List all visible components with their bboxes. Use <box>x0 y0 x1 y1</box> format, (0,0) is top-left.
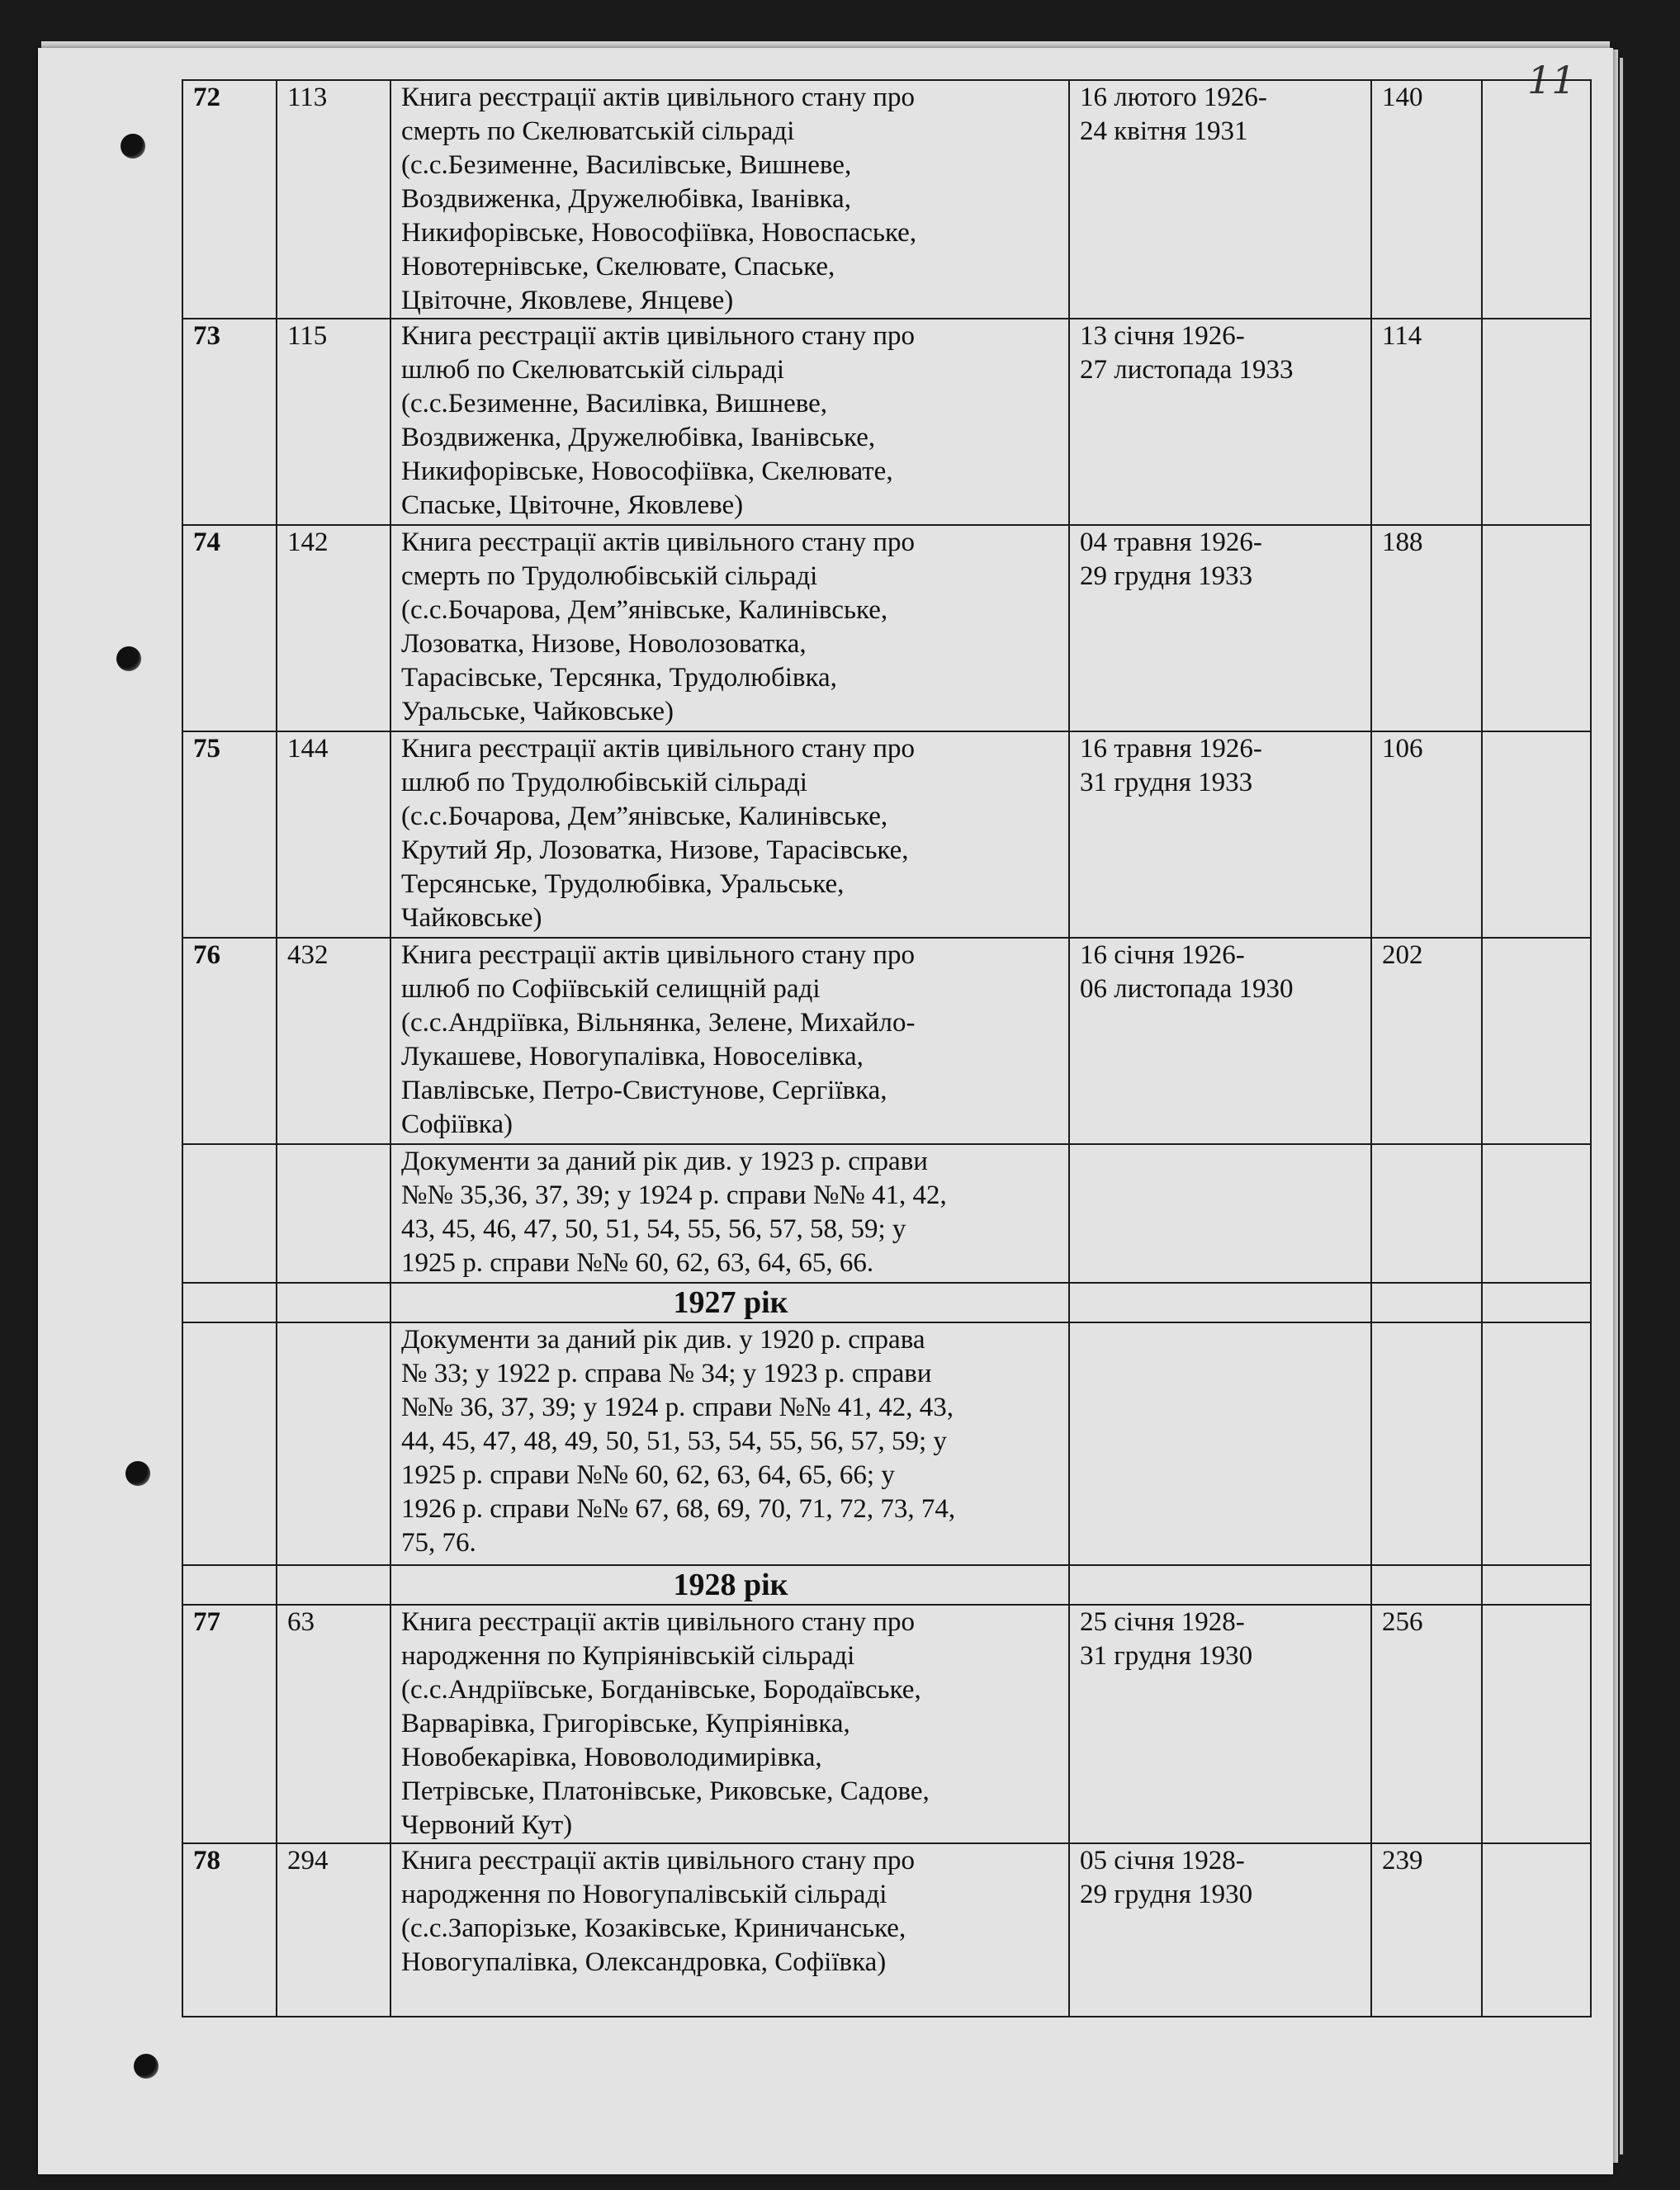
table-row <box>182 319 1591 525</box>
case-title-line: Чайковське) <box>401 903 542 933</box>
case-title <box>390 1843 1069 2017</box>
case-title-line: Книга реєстрації актів цивільного стану про <box>401 734 916 764</box>
case-title-line: Воздвиженка, Дружелюбівка, Іванівка, <box>401 184 851 214</box>
year-heading: 1927 рік <box>390 1283 1069 1322</box>
sheet-count <box>1371 1144 1482 1283</box>
case-dates-line: 04 травня 1926- <box>1080 527 1262 557</box>
sheet-count <box>1371 1322 1482 1565</box>
notes-cell <box>1482 1843 1591 2017</box>
note-row <box>182 1322 1591 1565</box>
case-dates-line: 31 грудня 1930 <box>1080 1641 1253 1671</box>
notes-cell <box>1482 319 1591 525</box>
case-dates-line: 06 листопада 1930 <box>1080 974 1294 1004</box>
case-dates-line: 31 грудня 1933 <box>1080 768 1253 797</box>
case-title-line: шлюб по Скелюватській сільраді <box>401 355 784 385</box>
case-number: 63 <box>277 1605 390 1843</box>
sheet-count: 106 <box>1371 731 1482 938</box>
row-number: 72 <box>182 80 277 319</box>
case-title <box>390 1605 1069 1843</box>
case-title-line: шлюб по Софіївській селищній раді <box>401 974 821 1004</box>
table-row <box>182 525 1591 731</box>
case-dates <box>1069 731 1371 938</box>
case-number: 294 <box>277 1843 390 2017</box>
case-title-line: (с.с.Запорізьке, Козаківське, Криничанське, <box>401 1913 906 1943</box>
row-number <box>182 1322 277 1565</box>
row-number: 74 <box>182 525 277 731</box>
register-body <box>182 80 1591 2017</box>
case-title-line: Никифорівське, Новософіївка, Скелювате, <box>401 456 893 486</box>
case-title-line: (с.с.Безименне, Василівка, Вишневе, <box>401 389 828 419</box>
case-number <box>277 1322 390 1565</box>
sheet-count: 202 <box>1371 938 1482 1144</box>
note-text-line: 1925 р. справи №№ 60, 62, 63, 64, 65, 66. <box>401 1248 874 1278</box>
notes-cell <box>1482 1565 1591 1605</box>
case-dates <box>1069 319 1371 525</box>
note-text-line: 1926 р. справи №№ 67, 68, 69, 70, 71, 72, 73, 74, <box>401 1494 956 1524</box>
note-text-line: №№ 35,36, 37, 39; у 1924 р. справи №№ 41, 42, <box>401 1180 947 1210</box>
punch-hole-icon <box>121 134 145 158</box>
table-row <box>182 1843 1591 2017</box>
case-title-line: Никифорівське, Новософіївка, Новоспаське, <box>401 218 917 248</box>
notes-cell <box>1482 938 1591 1144</box>
year-heading: 1928 рік <box>390 1565 1069 1605</box>
row-number: 76 <box>182 938 277 1144</box>
register-table <box>182 79 1592 2017</box>
case-dates-line: 16 січня 1926- <box>1080 940 1245 970</box>
case-title-line: Новогупалівка, Олександровка, Софіївка) <box>401 1947 887 1977</box>
paper-edge-right <box>1613 50 1618 2163</box>
table-row <box>182 731 1591 938</box>
case-title-line: народження по Новогупалівській сільраді <box>401 1880 887 1909</box>
case-dates-line: 25 січня 1928- <box>1080 1607 1245 1637</box>
case-dates <box>1069 1605 1371 1843</box>
row-number: 75 <box>182 731 277 938</box>
case-title-line: (с.с.Безименне, Василівське, Вишневе, <box>401 150 852 180</box>
case-number: 432 <box>277 938 390 1144</box>
case-title-line: Червоний Кут) <box>401 1810 573 1840</box>
row-number: 73 <box>182 319 277 525</box>
case-title-line: Варварівка, Григорівське, Купріянівка, <box>401 1709 850 1738</box>
case-title-line: Спаське, Цвіточне, Яковлеве) <box>401 490 744 520</box>
case-dates <box>1069 80 1371 319</box>
row-number <box>182 1283 277 1322</box>
case-title-line: Терсянське, Трудолюбівка, Уральське, <box>401 869 845 899</box>
case-title <box>390 938 1069 1144</box>
case-title-line: народження по Купріянівській сільраді <box>401 1641 855 1671</box>
case-title-line: Лукашеве, Новогупалівка, Новоселівка, <box>401 1042 864 1071</box>
note-text <box>390 1144 1069 1283</box>
case-number <box>277 1565 390 1605</box>
note-text-line: Документи за даний рік див. у 1923 р. справи <box>401 1147 928 1176</box>
case-dates-line: 29 грудня 1930 <box>1080 1880 1253 1909</box>
row-number <box>182 1565 277 1605</box>
case-title-line: Новотернівське, Скелювате, Спаське, <box>401 252 835 281</box>
case-dates <box>1069 938 1371 1144</box>
case-title-line: Уральське, Чайковське) <box>401 697 674 726</box>
note-text <box>390 1322 1069 1565</box>
punch-hole-icon <box>134 2054 159 2079</box>
case-dates-line: 13 січня 1926- <box>1080 321 1245 351</box>
case-title-line: Павлівське, Петро-Свистунове, Сергіївка, <box>401 1076 887 1105</box>
notes-cell <box>1482 525 1591 731</box>
case-title-line: (с.с.Андріївка, Вільнянка, Зелене, Михайло- <box>401 1008 916 1038</box>
row-number: 78 <box>182 1843 277 2017</box>
note-text-line: 1925 р. справи №№ 60, 62, 63, 64, 65, 66; у <box>401 1460 895 1490</box>
table-row <box>182 938 1591 1144</box>
case-title-line: Книга реєстрації актів цивільного стану про <box>401 1846 916 1875</box>
case-dates-line: 16 травня 1926- <box>1080 734 1262 764</box>
note-text-line: 44, 45, 47, 48, 49, 50, 51, 53, 54, 55, 56, 57, 59; у <box>401 1426 947 1456</box>
case-dates-line: 29 грудня 1933 <box>1080 561 1253 591</box>
case-title-line: Воздвиженка, Дружелюбівка, Іванівське, <box>401 423 876 452</box>
punch-hole-icon <box>125 1461 150 1486</box>
notes-cell <box>1482 1605 1591 1843</box>
note-text-line: 75, 76. <box>401 1528 476 1558</box>
year-row <box>182 1283 1591 1322</box>
row-number <box>182 1144 277 1283</box>
table-row <box>182 1605 1591 1843</box>
notes-cell <box>1482 1144 1591 1283</box>
case-dates <box>1069 1283 1371 1322</box>
sheet-count: 114 <box>1371 319 1482 525</box>
case-title-line: Книга реєстрації актів цивільного стану про <box>401 83 916 112</box>
case-title-line: Софіївка) <box>401 1109 513 1139</box>
case-number <box>277 1144 390 1283</box>
case-title-line: (с.с.Бочарова, Дем”янівське, Калинівське, <box>401 595 888 625</box>
case-number: 142 <box>277 525 390 731</box>
case-dates-line: 27 листопада 1933 <box>1080 355 1294 385</box>
year-row <box>182 1565 1591 1605</box>
case-dates <box>1069 525 1371 731</box>
case-dates <box>1069 1843 1371 2017</box>
case-title-line: Книга реєстрації актів цивільного стану про <box>401 527 916 557</box>
case-title-line: Крутий Яр, Лозоватка, Низове, Тарасівське, <box>401 835 909 865</box>
case-title-line: Тарасівське, Терсянка, Трудолюбівка, <box>401 663 837 693</box>
case-title-line: смерть по Трудолюбівській сільраді <box>401 561 818 591</box>
case-dates-line: 05 січня 1928- <box>1080 1846 1245 1875</box>
case-number: 144 <box>277 731 390 938</box>
notes-cell <box>1482 80 1591 319</box>
case-title-line: Новобекарівка, Нововолодимирівка, <box>401 1743 822 1772</box>
sheet-count: 256 <box>1371 1605 1482 1843</box>
row-number: 77 <box>182 1605 277 1843</box>
case-title-line: шлюб по Трудолюбівській сільраді <box>401 768 807 797</box>
case-number: 113 <box>277 80 390 319</box>
notes-cell <box>1482 1322 1591 1565</box>
case-title <box>390 525 1069 731</box>
page-number: 11 <box>1527 58 1576 102</box>
paper-edge-right-2 <box>1620 58 1623 2155</box>
note-text-line: №№ 36, 37, 39; у 1924 р. справи №№ 41, 42, 43, <box>401 1393 954 1422</box>
case-title <box>390 731 1069 938</box>
case-title-line: (с.с.Бочарова, Дем”янівське, Калинівське, <box>401 802 888 831</box>
case-title-line: Книга реєстрації актів цивільного стану про <box>401 1607 916 1637</box>
case-number <box>277 1283 390 1322</box>
case-title-line: Цвіточне, Яковлеве, Янцеве) <box>401 286 734 315</box>
case-dates-line: 16 лютого 1926- <box>1080 83 1267 112</box>
paper-edge-top <box>41 41 1610 48</box>
sheet-count: 140 <box>1371 80 1482 319</box>
sheet-count: 188 <box>1371 525 1482 731</box>
note-row <box>182 1144 1591 1283</box>
case-number: 115 <box>277 319 390 525</box>
case-title-line: Книга реєстрації актів цивільного стану про <box>401 321 916 351</box>
case-dates <box>1069 1322 1371 1565</box>
sheet-count: 239 <box>1371 1843 1482 2017</box>
case-title-line: (с.с.Андріївське, Богданівське, Бородаївське, <box>401 1675 921 1705</box>
case-dates <box>1069 1565 1371 1605</box>
note-text-line: № 33; у 1922 р. справа № 34; у 1923 р. справи <box>401 1359 932 1388</box>
case-title-line: смерть по Скелюватській сільраді <box>401 116 795 146</box>
notes-cell <box>1482 731 1591 938</box>
sheet-count <box>1371 1283 1482 1322</box>
note-text-line: 43, 45, 46, 47, 50, 51, 54, 55, 56, 57, 58, 59; у <box>401 1214 906 1244</box>
notes-cell <box>1482 1283 1591 1322</box>
note-text-line: Документи за даний рік див. у 1920 р. справа <box>401 1325 925 1355</box>
sheet-count <box>1371 1565 1482 1605</box>
case-dates-line: 24 квітня 1931 <box>1080 116 1248 146</box>
case-title-line: Петрівське, Платонівське, Риковське, Садове, <box>401 1776 930 1806</box>
case-title-line: Книга реєстрації актів цивільного стану про <box>401 940 916 970</box>
case-dates <box>1069 1144 1371 1283</box>
table-row <box>182 80 1591 319</box>
case-title <box>390 319 1069 525</box>
case-title <box>390 80 1069 319</box>
case-title-line: Лозоватка, Низове, Новолозоватка, <box>401 629 807 659</box>
punch-hole-icon <box>116 646 141 671</box>
